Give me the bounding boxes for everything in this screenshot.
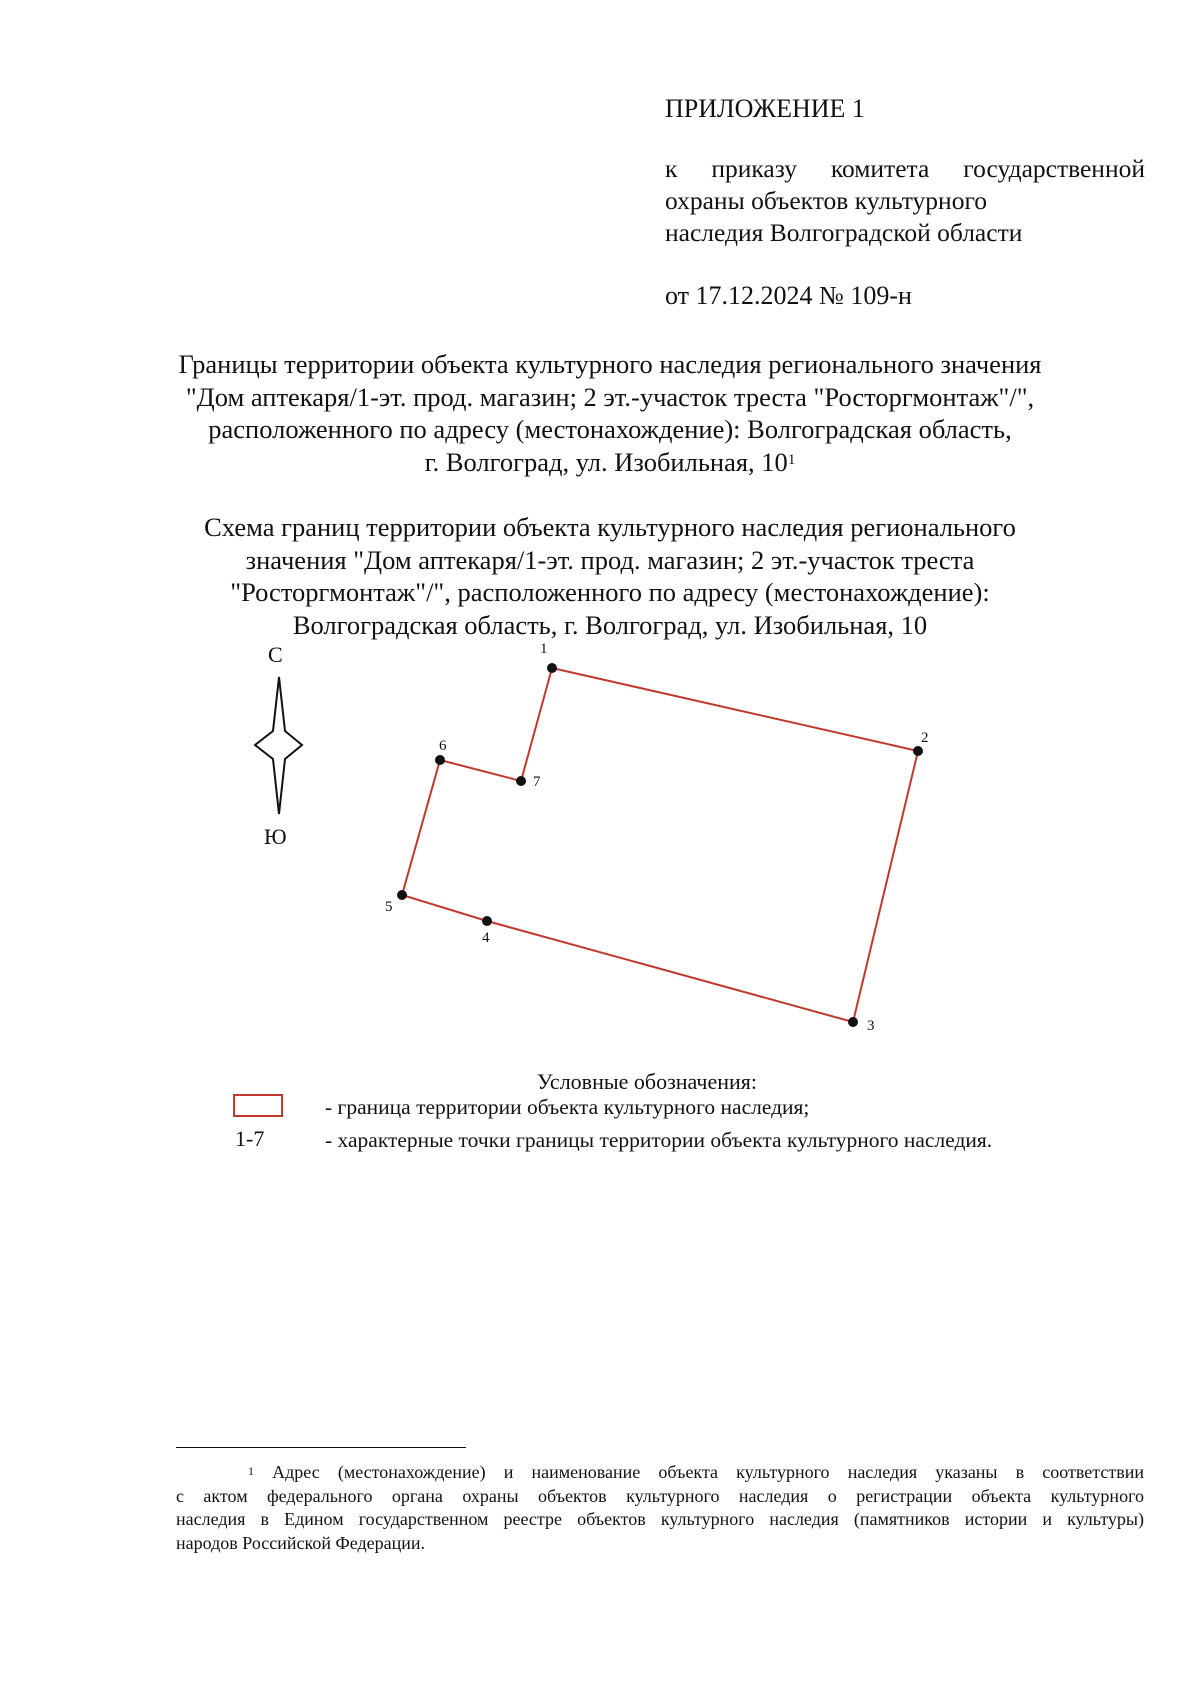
legend-points-text: - характерные точки границы территории объекта культурного наследия.	[325, 1128, 993, 1152]
heading-line-text: г. Волгоград, ул. Изобильная, 10	[424, 446, 788, 477]
footnote-line-text: Адрес (местонахождение) и наименование объекта культурного наследия указаны в соответствии	[272, 1462, 1145, 1482]
footnote-divider	[176, 1447, 466, 1448]
scheme-line: "Росторгмонтаж"/", расположенного по адресу (местонахождение):	[230, 577, 990, 607]
footnote	[176, 1461, 1144, 1555]
boundary-point-label: 3	[867, 1018, 875, 1034]
boundary-point-3	[848, 1017, 858, 1027]
appendix-ref-line: наследия Волгоградской области	[665, 218, 1023, 247]
legend-points-range: 1-7	[235, 1126, 265, 1151]
appendix-date: от 17.12.2024 № 109-н	[665, 281, 912, 310]
heading-line: Границы территории объекта культурного наследия регионального значения	[178, 349, 1042, 379]
scheme-line: значения "Дом аптекаря/1-эт. прод. магазин; 2 эт.-участок треста	[245, 544, 975, 575]
legend-boundary-swatch	[233, 1094, 283, 1117]
heading-line: расположенного по адресу (местонахождение): Волгоградская область,	[208, 414, 1012, 444]
boundary-point-label: 2	[921, 730, 929, 746]
appendix-title: ПРИЛОЖЕНИЕ 1	[665, 94, 865, 123]
footnote-line: с актом федерального органа охраны объектов культурного наследия о регистрации объекта культурного	[176, 1485, 1144, 1506]
compass-south-label: Ю	[264, 824, 287, 849]
boundary-point-5	[397, 890, 407, 900]
boundary-point-6	[435, 755, 445, 765]
boundary-point-label: 7	[533, 774, 541, 790]
boundary-point-2	[913, 746, 923, 756]
footnote-line: наследия в Едином государственном реестре объектов культурного наследия (памятников истории и культуры)	[176, 1509, 1144, 1529]
boundary-point-1	[547, 663, 557, 673]
legend-title: Условные обозначения:	[537, 1069, 758, 1094]
boundary-point-4	[482, 916, 492, 926]
footnote-mark: 1	[248, 1464, 254, 1478]
boundary-point-label: 4	[482, 930, 490, 946]
territory-boundary	[402, 668, 918, 1022]
boundary-point-7	[516, 776, 526, 786]
footnote-line: народов Российской Федерации.	[176, 1532, 425, 1553]
legend-boundary-text: - граница территории объекта культурного наследия;	[325, 1095, 810, 1119]
boundary-point-label: 1	[540, 641, 548, 657]
heading-line: "Дом аптекаря/1-эт. прод. магазин; 2 эт.-участок треста "Росторгмонтаж"/",	[185, 381, 1035, 412]
boundary-point-label: 5	[385, 899, 393, 915]
boundary-points	[385, 641, 929, 1034]
compass-north-label: С	[268, 642, 283, 667]
boundary-point-label: 6	[439, 738, 447, 754]
compass-rose-icon	[255, 677, 302, 814]
footnote-reference: 1	[787, 451, 796, 468]
appendix-ref-line: к приказу комитета государственной	[665, 154, 1145, 183]
scheme-line: Схема границ территории объекта культурного наследия регионального	[204, 512, 1016, 542]
footnote-line	[176, 1461, 1144, 1485]
scheme-line: Волгоградская область, г. Волгоград, ул. Изобильная, 10	[292, 609, 928, 640]
appendix-ref-line: охраны объектов культурного	[665, 186, 988, 215]
